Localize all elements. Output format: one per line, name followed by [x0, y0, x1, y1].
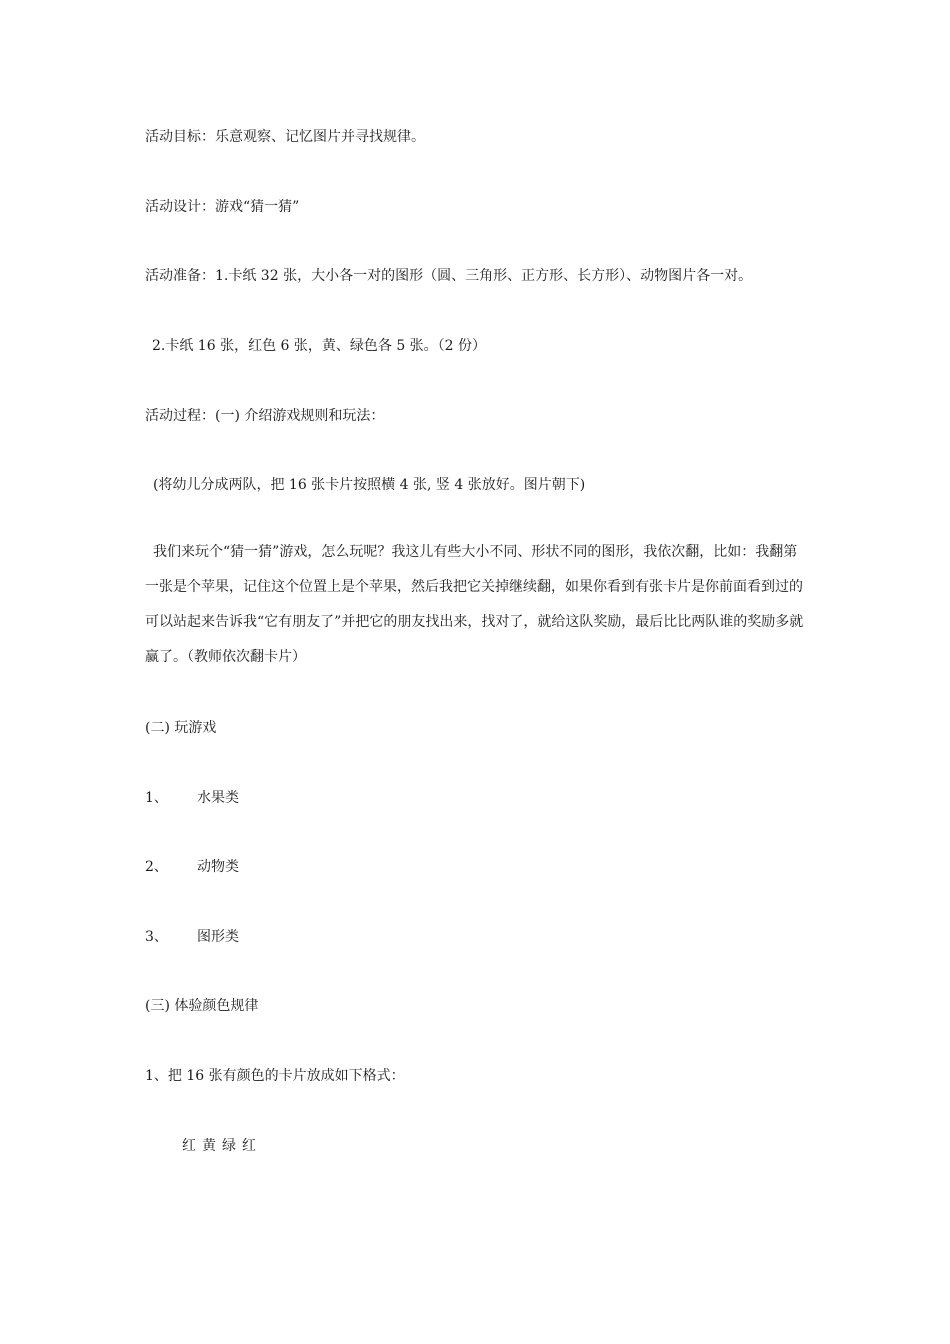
list-item-animal: [145, 857, 239, 877]
color-row: [182, 1136, 262, 1156]
list-item-label: 水果类: [197, 790, 239, 806]
game-intro-paragraph: 我们来玩个“猜一猜”游戏，怎么玩呢？我这儿有些大小不同、形状不同的图形，我依次翻，比如：我翻第一张是个苹果，记住这个位置上是个苹果，然后我把它关掉继续翻，如果你看到有张卡片是你前面看到过的可以站起来告诉我“它有朋友了”并把它的朋友找出来，找对了，就给这队奖励，最后比比两队谁的奖励多就赢了。（教师依次翻卡片）: [145, 544, 804, 665]
list-item-label: 动物类: [197, 859, 239, 875]
section-play-game: (二) 玩游戏: [145, 720, 217, 736]
color-cell: 绿: [222, 1138, 236, 1154]
step-1-instruction: 1、把 16 张有颜色的卡片放成如下格式：: [145, 1068, 405, 1084]
activity-prep-2: 2.卡纸 16 张，红色 6 张，黄、绿色各 5 张。（2 份）: [152, 338, 487, 354]
list-item-number: 1、: [145, 790, 168, 806]
list-item-shape: [145, 927, 239, 947]
color-cell: 红: [182, 1138, 196, 1154]
activity-prep-1: 活动准备：1.卡纸 32 张，大小各一对的图形（圆、三角形、正方形、长方形）、动物图片各一对。: [145, 268, 753, 284]
section-color-pattern: (三) 体验颜色规律: [145, 998, 259, 1014]
activity-process: 活动过程：(一) 介绍游戏规则和玩法：: [145, 408, 385, 424]
color-cell: 红: [242, 1138, 256, 1154]
list-item-label: 图形类: [197, 929, 239, 945]
activity-design: 活动设计：游戏“猜一猜”: [145, 199, 300, 215]
list-item-number: 2、: [145, 859, 168, 875]
activity-goal: 活动目标：乐意观察、记忆图片并寻找规律。: [145, 129, 425, 145]
list-item-number: 3、: [145, 929, 168, 945]
color-cell: 黄: [202, 1138, 216, 1154]
team-arrangement: (将幼儿分成两队，把 16 张卡片按照横 4 张, 竖 4 张放好。图片朝下): [153, 477, 586, 493]
list-item-fruit: [145, 788, 239, 808]
